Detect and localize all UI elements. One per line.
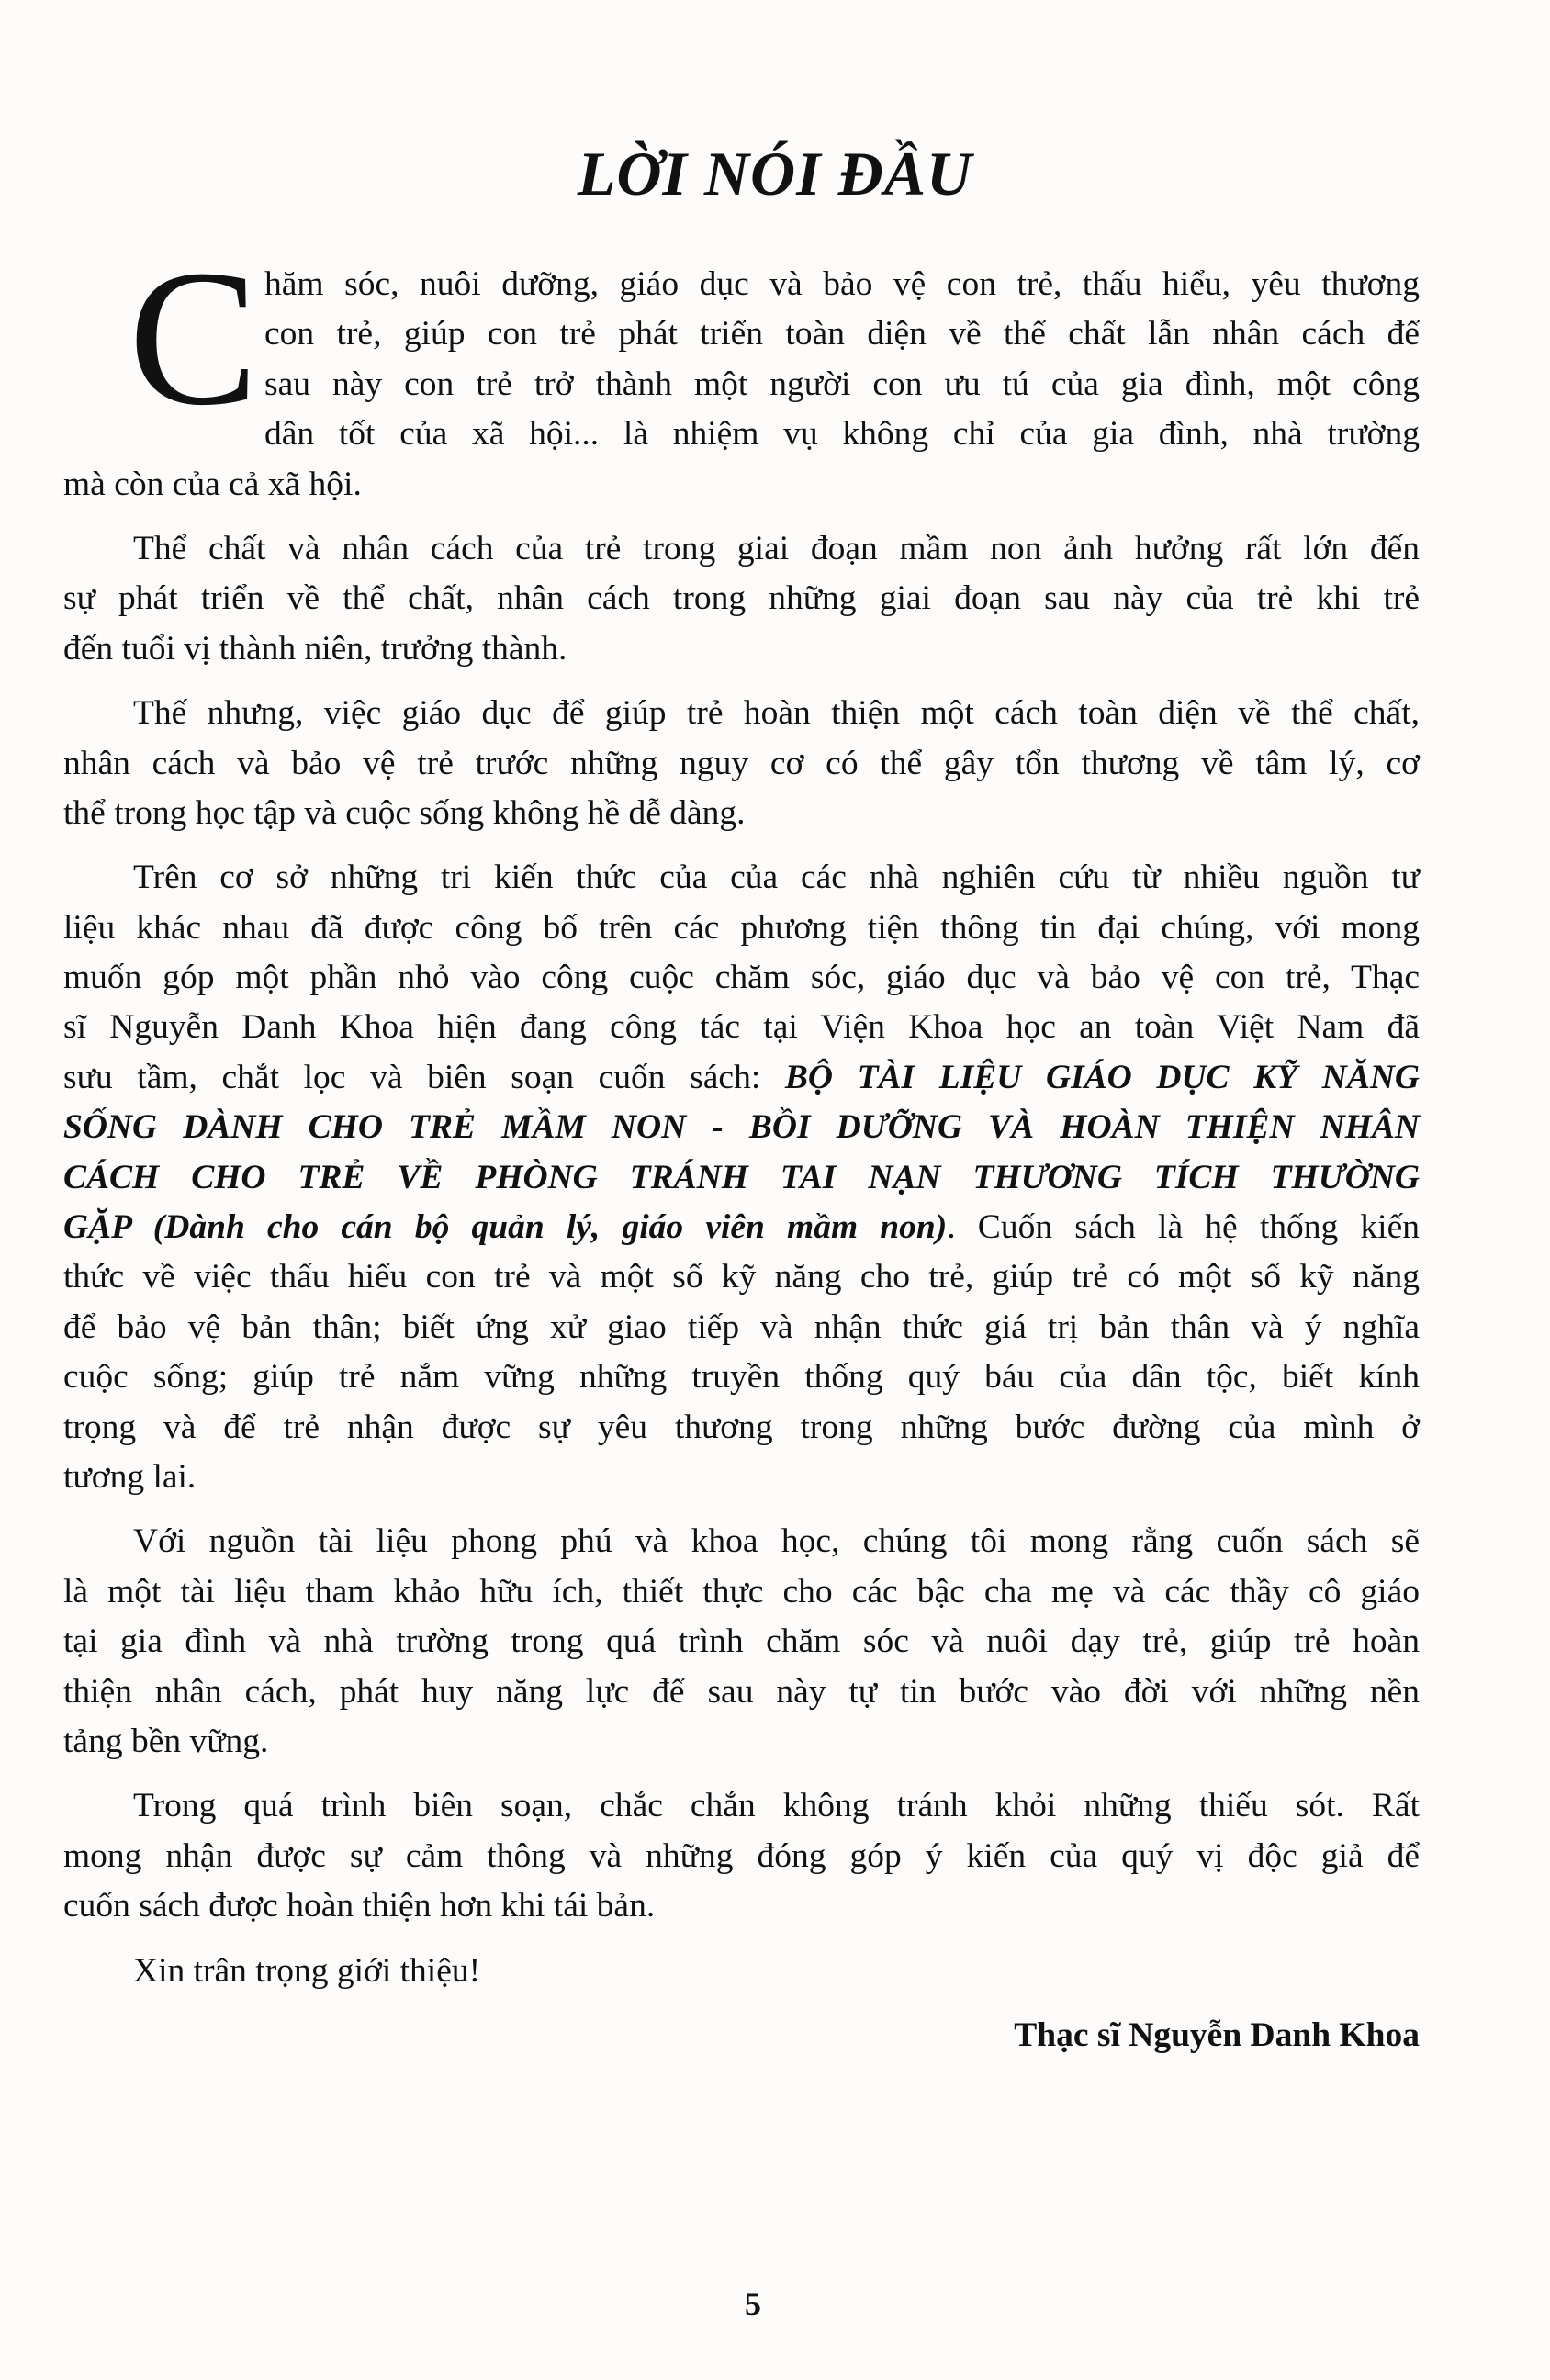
paragraph xyxy=(63,1781,1420,1931)
text-line xyxy=(63,1517,1420,1566)
text-segment: hăm sóc, nuôi dưỡng, giáo dục và bảo vệ con trẻ, thấu hiểu, yêu thương xyxy=(264,265,1420,303)
book-title-text: GẶP (Dành cho cán bộ quản lý, giáo viên mầm non) xyxy=(63,1208,948,1247)
text-segment: sau này con trẻ trở thành một người con ưu tú của gia đình, một công xyxy=(264,365,1420,403)
text-line xyxy=(63,1252,1420,1302)
signature: Thạc sĩ Nguyễn Danh Khoa xyxy=(1014,2015,1420,2054)
text-segment: tại gia đình và nhà trường trong quá trình chăm sóc và nuôi dạy trẻ, giúp trẻ hoàn xyxy=(63,1622,1420,1661)
text-line xyxy=(63,904,1420,953)
text-line xyxy=(63,1781,1420,1831)
text-segment: thức về việc thấu hiểu con trẻ và một số kỹ năng cho trẻ, giúp trẻ có một số kỹ năng xyxy=(63,1258,1420,1297)
text-line xyxy=(63,1947,1420,1996)
text-segment: dân tốt của xã hội... là nhiệm vụ không chỉ của gia đình, nhà trường xyxy=(264,415,1420,454)
text-segment: sự phát triển về thể chất, nhân cách trong những giai đoạn sau này của trẻ khi trẻ xyxy=(63,579,1420,618)
text-line xyxy=(63,1003,1420,1052)
text-segment: tảng bền vững. xyxy=(63,1722,269,1760)
preface-body xyxy=(63,260,1420,2060)
text-segment: Trên cơ sở những tri kiến thức của của các nhà nghiên cứu từ nhiều nguồn tư xyxy=(133,859,1420,897)
text-line xyxy=(63,1353,1420,1402)
text-segment: nhân cách và bảo vệ trẻ trước những nguy cơ có thể gây tổn thương về tâm lý, cơ xyxy=(63,744,1420,782)
text-segment: mà còn của cả xã hội. xyxy=(63,465,362,503)
text-line xyxy=(63,1881,1420,1931)
text-line xyxy=(63,624,1420,674)
paragraph xyxy=(63,260,1420,510)
book-title-text: CÁCH CHO TRẺ VỀ PHÒNG TRÁNH TAI NẠN THƯƠNG TÍCH THƯỜNG xyxy=(63,1158,1420,1196)
text-line xyxy=(63,1617,1420,1667)
text-line xyxy=(63,460,1420,510)
text-segment: Trong quá trình biên soạn, chắc chắn không tránh khỏi những thiếu sót. Rất xyxy=(133,1787,1420,1825)
text-line xyxy=(63,789,1420,838)
text-segment: thiện nhân cách, phát huy năng lực để sau này tự tin bước vào đời với những nền xyxy=(63,1672,1420,1711)
text-line xyxy=(63,953,1420,1003)
text-line xyxy=(63,1053,1420,1103)
text-line xyxy=(63,260,1420,309)
text-segment: sưu tầm, chắt lọc và biên soạn cuốn sách: xyxy=(63,1058,785,1096)
paragraph xyxy=(63,1517,1420,1767)
text-line xyxy=(63,1303,1420,1353)
text-segment: Thể chất và nhân cách của trẻ trong giai đoạn mầm non ảnh hưởng rất lớn đến xyxy=(133,529,1420,567)
text-line xyxy=(63,524,1420,574)
paragraph xyxy=(63,853,1420,1502)
text-line xyxy=(63,574,1420,623)
text-segment: là một tài liệu tham khảo hữu ích, thiết thực cho các bậc cha mẹ và các thầy cô giáo xyxy=(63,1572,1420,1611)
text-segment: cuốn sách được hoàn thiện hơn khi tái bản. xyxy=(63,1887,656,1925)
text-segment: để bảo vệ bản thân; biết ứng xử giao tiếp và nhận thức giá trị bản thân và ý nghĩa xyxy=(63,1308,1420,1346)
text-line xyxy=(63,1667,1420,1717)
text-line xyxy=(63,1567,1420,1617)
text-line xyxy=(63,1832,1420,1881)
text-line xyxy=(63,1153,1420,1203)
text-segment: thể trong học tập và cuộc sống không hề dễ dàng. xyxy=(63,793,746,832)
text-segment: con trẻ, giúp con trẻ phát triển toàn diện về thể chất lẫn nhân cách để xyxy=(264,315,1420,354)
text-line xyxy=(63,360,1420,410)
text-segment: liệu khác nhau đã được công bố trên các phương tiện thông tin đại chúng, với mong xyxy=(63,908,1420,947)
text-line xyxy=(63,1103,1420,1152)
text-line xyxy=(63,410,1420,459)
book-title-text: BỘ TÀI LIỆU GIÁO DỤC KỸ NĂNG xyxy=(784,1058,1421,1096)
book-title-text: SỐNG DÀNH CHO TRẺ MẦM NON - BỒI DƯỠNG VÀ HOÀN THIỆN NHÂN xyxy=(63,1108,1420,1147)
text-line xyxy=(63,739,1420,789)
text-line xyxy=(63,1717,1420,1767)
paragraph xyxy=(63,1947,1420,1996)
paragraph xyxy=(63,524,1420,674)
text-segment: trọng và để trẻ nhận được sự yêu thương trong những bước đường của mình ở xyxy=(63,1408,1420,1446)
text-segment: mong nhận được sự cảm thông và những đóng góp ý kiến của quý vị độc giả để xyxy=(63,1836,1420,1875)
text-line xyxy=(63,853,1420,903)
text-segment: Xin trân trọng giới thiệu! xyxy=(133,1951,481,1990)
text-segment: đến tuổi vị thành niên, trưởng thành. xyxy=(63,629,567,668)
page-number: 5 xyxy=(745,2285,761,2322)
text-segment: . Cuốn sách là hệ thống kiến xyxy=(947,1208,1420,1247)
text-segment: Thế nhưng, việc giáo dục để giúp trẻ hoàn thiện một cách toàn diện về thể chất, xyxy=(133,694,1420,733)
text-line xyxy=(63,1203,1420,1252)
text-segment: cuộc sống; giúp trẻ nắm vững những truyền thống quý báu của dân tộc, biết kính xyxy=(63,1358,1420,1397)
paragraph xyxy=(63,689,1420,838)
text-line xyxy=(63,689,1420,738)
text-segment: muốn góp một phần nhỏ vào công cuộc chăm sóc, giáo dục và bảo vệ con trẻ, Thạc xyxy=(63,959,1420,997)
text-segment: Với nguồn tài liệu phong phú và khoa học, chúng tôi mong rằng cuốn sách sẽ xyxy=(133,1522,1420,1561)
drop-cap: C xyxy=(129,230,259,445)
text-segment: tương lai. xyxy=(63,1457,197,1496)
text-line xyxy=(63,1403,1420,1453)
text-line xyxy=(63,1453,1420,1502)
text-line xyxy=(63,309,1420,359)
page-title: LỜI NÓI ĐẦU xyxy=(577,139,973,208)
text-segment: sĩ Nguyễn Danh Khoa hiện đang công tác tại Viện Khoa học an toàn Việt Nam đã xyxy=(63,1008,1420,1047)
